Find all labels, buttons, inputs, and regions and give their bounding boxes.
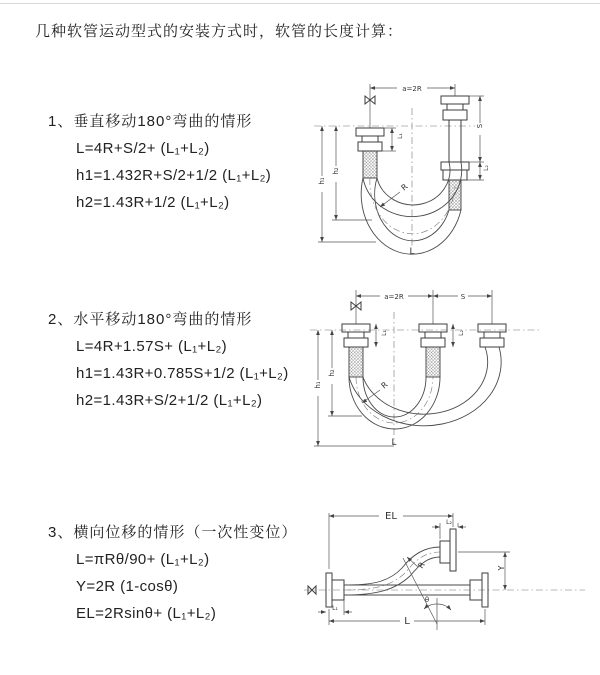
dim-label-theta: θ bbox=[424, 596, 430, 604]
dim-label-l: L bbox=[409, 247, 415, 257]
dim-label-l: L bbox=[391, 438, 397, 448]
section-2-formula-L: L=4R+1.57S+ (L₁+L₂) bbox=[76, 338, 228, 355]
section-3-heading: 3、横向位移的情形（一次性变位） bbox=[48, 524, 298, 541]
section-3-formula-L: L=πRθ/90+ (L₁+L₂) bbox=[76, 551, 210, 568]
section-1-heading: 1、垂直移动180°弯曲的情形 bbox=[48, 113, 253, 130]
section-2-formula-h1: h1=1.43R+0.785S+1/2 (L₁+L₂) bbox=[76, 365, 289, 382]
dim-label-h1: h₁ bbox=[314, 381, 322, 389]
dim-label-h2: h₂ bbox=[328, 369, 336, 377]
dimension-lines bbox=[318, 509, 510, 630]
section-3-formula-EL: EL=2Rsinθ+ (L₁+L₂) bbox=[76, 605, 217, 622]
dim-label-l1: L₁ bbox=[381, 330, 388, 336]
dim-label-l: L bbox=[404, 616, 410, 627]
section-1-formula-h1: h1=1.432R+S/2+1/2 (L₁+L₂) bbox=[76, 167, 272, 184]
dim-label-a2r: a=2R bbox=[384, 293, 404, 301]
displaced-flange bbox=[440, 529, 456, 571]
dim-label-h1: h₁ bbox=[318, 177, 326, 185]
left-fitting bbox=[342, 290, 370, 377]
dim-label-r: R bbox=[379, 380, 390, 391]
section-1-formula-h2: h2=1.43R+1/2 (L₁+L₂) bbox=[76, 194, 230, 211]
dim-label-el: EL bbox=[385, 511, 397, 522]
dim-label-y: Y bbox=[497, 565, 506, 571]
section-3-formula-Y: Y=2R (1-cosθ) bbox=[76, 578, 179, 595]
dim-label-r: R bbox=[416, 560, 427, 571]
right-fitting-moved bbox=[478, 290, 506, 347]
dim-label-s: S bbox=[476, 123, 484, 129]
diagram-horizontal-180-bend bbox=[310, 282, 555, 462]
section-2-formula-h2: h2=1.43R+S/2+1/2 (L₁+L₂) bbox=[76, 392, 263, 409]
left-fitting bbox=[356, 84, 384, 178]
dim-label-h2: h₂ bbox=[332, 167, 340, 175]
right-fitting-upper bbox=[441, 96, 469, 162]
dim-label-l1: L₁ bbox=[332, 605, 338, 612]
section-1-formula-L: L=4R+S/2+ (L₁+L₂) bbox=[76, 140, 210, 157]
hose-arcs bbox=[349, 347, 501, 429]
dimension-lines bbox=[313, 291, 492, 448]
dim-label-s: S bbox=[460, 293, 466, 301]
dim-label-a2r: a=2R bbox=[402, 85, 422, 93]
dim-label-l1: L₁ bbox=[397, 133, 404, 139]
page-title: 几种软管运动型式的安装方式时，软管的长度计算： bbox=[35, 23, 404, 40]
middle-fitting bbox=[419, 290, 447, 377]
section-2-heading: 2、水平移动180°弯曲的情形 bbox=[48, 311, 253, 328]
dim-label-l2: L₂ bbox=[458, 330, 465, 336]
diagram-lateral-displacement bbox=[300, 503, 590, 658]
top-divider bbox=[0, 3, 600, 4]
diagram-vertical-180-bend bbox=[312, 76, 542, 256]
dim-label-r: R bbox=[399, 182, 410, 193]
s-curve-hose bbox=[344, 547, 440, 595]
dim-label-l2: L₂ bbox=[483, 165, 490, 171]
dim-label-l2: L₂ bbox=[446, 519, 452, 526]
